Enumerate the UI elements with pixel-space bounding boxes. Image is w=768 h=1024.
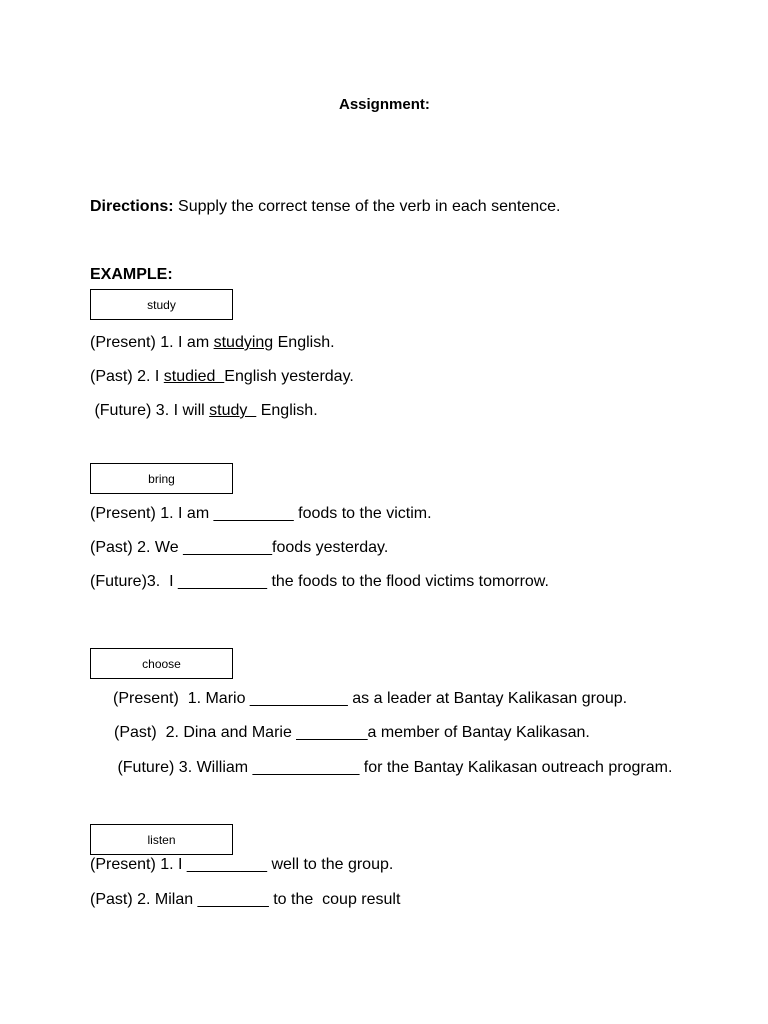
directions-label: Directions: [90,198,174,215]
verb-label: study [147,297,176,312]
directions [90,197,560,217]
verb-label: choose [142,656,181,671]
exercise-line: (Present) 1. Mario ___________ as a leader at Bantay Kalikasan group. [113,690,628,707]
example-label: EXAMPLE: [90,266,173,283]
verb-label: bring [148,471,175,486]
verb-box-choose [90,648,233,679]
exercise-line: (Present) 1. I am _________ foods to the victim. [90,505,432,522]
example-line-pre: (Past) 2. I [90,368,164,385]
example-line-2 [90,367,354,387]
exercise-line: (Past) 2. Dina and Marie ________a member of Bantay Kalikasan. [114,724,590,741]
example-line-post: English yesterday. [224,368,354,385]
example-line-post: English. [256,402,318,419]
example-line-pre: (Future) 3. I will [90,402,210,419]
page-title: Assignment: [339,96,430,113]
example-line-3 [90,401,318,421]
example-line-pre: (Present) 1. I am [90,334,214,351]
exercise-line: (Present) 1. I _________ well to the group. [90,856,394,873]
exercise-line: (Future)3. I __________ the foods to the flood victims tomorrow. [90,573,549,590]
example-line-1 [90,333,335,353]
example-answer: studied [163,368,225,385]
verb-box-bring [90,463,233,494]
verb-box-example [90,289,233,320]
directions-text: Supply the correct tense of the verb in each sentence. [173,198,561,215]
example-answer: studying [213,334,274,351]
verb-box-listen [90,824,233,855]
exercise-line: (Past) 2. Milan ________ to the coup result [90,891,401,908]
example-line-post: English. [273,334,335,351]
exercise-line: (Past) 2. We __________foods yesterday. [90,539,389,556]
verb-label: listen [147,832,176,847]
exercise-line: (Future) 3. William ____________ for the Bantay Kalikasan outreach program. [113,759,673,776]
example-answer: study [209,402,257,419]
